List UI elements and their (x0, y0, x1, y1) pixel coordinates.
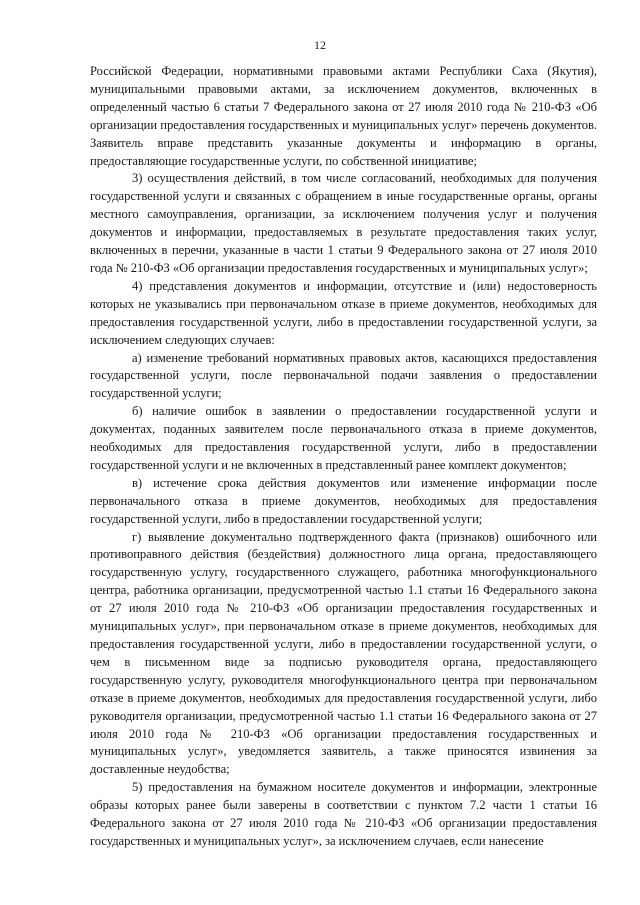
paragraph-subitem-g: г) выявление документально подтвержденного факта (признаков) ошибочного или противоправного действия (бездействия) должностного лица органа, предоставляющего государственную услугу, государственного служащего, работника многофункционального центра, работника организации, предусмотренной частью 1.1 статьи 16 Федерального закона от 27 июля 2010 года № 210-ФЗ «Об организации предоставления государственных и муниципальных услуг», при первоначальном отказе в приеме документов, необходимых для предоставления государственной услуги, либо в предоставлении государственной услуги, о чем в письменном виде за подписью руководителя органа, предоставляющего государственную услугу, руководителя многофункционального центра при первоначальном отказе в приеме документов, необходимых для предоставления государственной услуги, либо руководителя организации, предусмотренной частью 1.1 статьи 16 Федерального закона от 27 июля 2010 года № 210-ФЗ «Об организации предоставления государственных и муниципальных услуг», уведомляется заявитель, а также приносятся извинения за доставленные неудобства; (90, 529, 597, 777)
page-number: 12 (314, 38, 326, 52)
paragraph-subitem-v: в) истечение срока действия документов или изменение информации после первоначального отказа в приеме документов, необходимых для предоставления государственной услуги, либо в предоставлении государственной услуги; (90, 475, 597, 526)
paragraph-continuation: Российской Федерации, нормативными правовыми актами Республики Саха (Якутия), муниципальными правовыми актами, за исключением документов, включенных в определенный частью 6 статьи 7 Федерального закона от 27 июля 2010 года № 210-ФЗ «Об организации предоставления государственных и муниципальных услуг» перечень документов. Заявитель вправе представить указанные документы и информацию в органы, предоставляющие государственные услуги, по собственной инициативе; (90, 64, 597, 168)
paragraph-item-3: 3) осуществления действий, в том числе согласований, необходимых для получения государственной услуги и связанных с обращением в иные государственные органы, органы местного самоуправления, организации, за исключением получения услуг и получения документов и информации, предоставляемых в результате предоставления таких услуг, включенных в перечни, указанные в части 1 статьи 9 Федерального закона от 27 июля 2010 года № 210-ФЗ «Об организации предоставления государственных и муниципальных услуг»; (90, 171, 597, 275)
paragraph-subitem-b: б) наличие ошибок в заявлении о предоставлении государственной услуги и документах, поданных заявителем после первоначального отказа в приеме документов, необходимых для предоставления государственной услуги, либо в предоставлении государственной услуги и не включенных в представленный ранее комплект документов; (90, 404, 597, 472)
paragraph-item-5: 5) предоставления на бумажном носителе документов и информации, электронные образы которых ранее были заверены в соответствии с пунктом 7.2 части 1 статьи 16 Федерального закона от 27 июля 2010 года № 210-ФЗ «Об организации предоставления государственных и муниципальных услуг», за исключением случаев, если нанесение (90, 780, 597, 848)
document-body (90, 63, 597, 851)
paragraph-item-4: 4) представления документов и информации, отсутствие и (или) недостоверность которых не указывались при первоначальном отказе в приеме документов, необходимых для предоставления государственной услуги, либо в предоставлении государственной услуги, за исключением следующих случаев: (90, 278, 597, 347)
paragraph-subitem-a: а) изменение требований нормативных правовых актов, касающихся предоставления государственной услуги, после первоначальной подачи заявления о предоставлении государственной услуги; (90, 350, 597, 401)
